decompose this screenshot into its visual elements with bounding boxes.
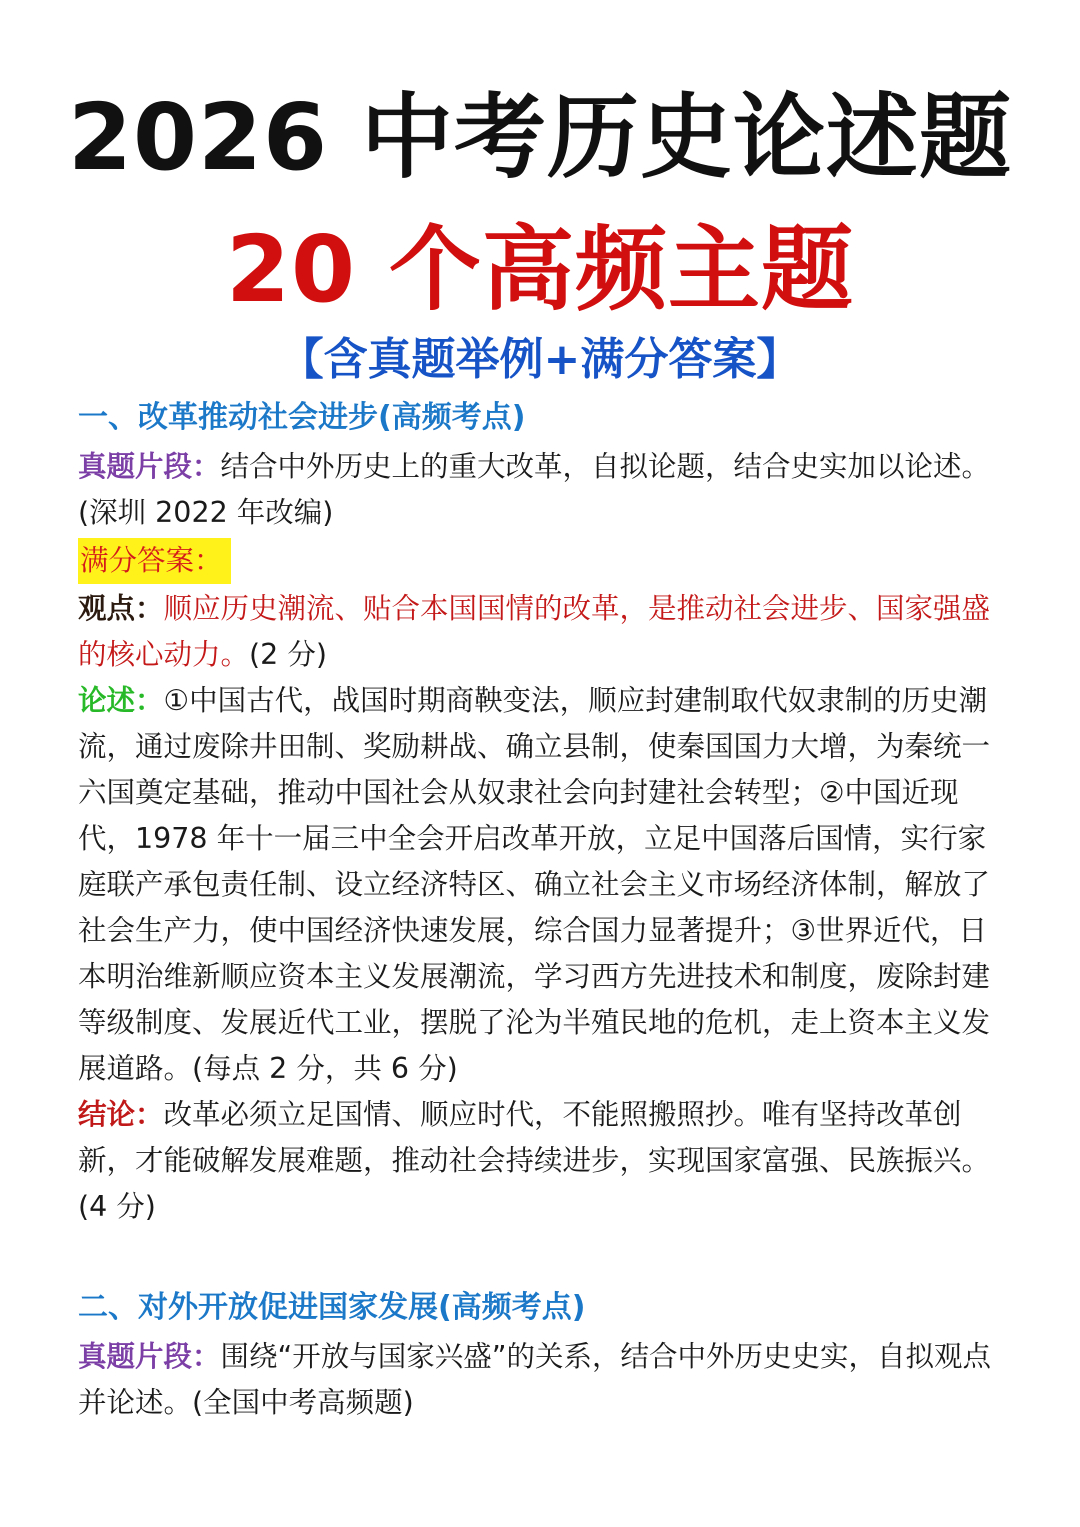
section-spacer <box>78 1230 1008 1282</box>
question-label: 真题片段： <box>78 1340 221 1373</box>
conclusion-paragraph <box>78 1092 1008 1230</box>
argument-label: 论述： <box>78 684 164 717</box>
question-label: 真题片段： <box>78 450 221 483</box>
question-text: 围绕“开放与国家兴盛”的关系，结合中外历史史实，自拟观点并论述。(全国中考高频题) <box>78 1340 992 1419</box>
question-paragraph <box>78 1334 1008 1426</box>
conclusion-label: 结论： <box>78 1098 164 1131</box>
answer-label-line <box>78 536 1008 586</box>
viewpoint-score: (2 分) <box>249 638 327 671</box>
viewpoint-label: 观点： <box>78 592 164 625</box>
article-content <box>78 392 1008 1426</box>
viewpoint-text: 顺应历史潮流、贴合本国国情的改革，是推动社会进步、国家强盛的核心动力。 <box>78 592 991 671</box>
conclusion-text: 改革必须立足国情、顺应时代，不能照搬照抄。唯有坚持改革创新，才能破解发展难题，推动社会持续进步，实现国家富强、民族振兴。(4 分) <box>78 1098 991 1223</box>
answer-label: 满分答案： <box>78 538 231 584</box>
argument-paragraph <box>78 678 1008 1092</box>
section-opening-up <box>78 1282 1008 1426</box>
section-reform <box>78 392 1008 1230</box>
section-heading: 二、对外开放促进国家发展(高频考点) <box>78 1290 586 1325</box>
question-text: 结合中外历史上的重大改革，自拟论题，结合史实加以论述。(深圳 2022 年改编) <box>78 450 991 529</box>
page-tagline: 【含真题举例+满分答案】 <box>279 334 801 385</box>
page-subtitle: 20 个高频主题 <box>225 216 855 323</box>
question-paragraph <box>78 444 1008 536</box>
page-title: 2026 中考历史论述题 <box>67 84 1013 191</box>
section-heading: 一、改革推动社会进步(高频考点) <box>78 400 526 435</box>
viewpoint-paragraph <box>78 586 1008 678</box>
argument-text: ①中国古代，战国时期商鞅变法，顺应封建制取代奴隶制的历史潮流，通过废除井田制、奖励耕战、确立县制，使秦国国力大增，为秦统一六国奠定基础，推动中国社会从奴隶社会向封建社会转型；②中国近现代，1978 年十一届三中全会开启改革开放，立足中国落后国情，实行家庭联产承包责任制、设立经济特区、确立社会主义市场经济体制，解放了社会生产力，使中国经济快速发展，综合国力显著提升；③世界近代，日本明治维新顺应资本主义发展潮流，学习西方先进技术和制度，废除封建等级制度、发展近代工业，摆脱了沦为半殖民地的危机，走上资本主义发展道路。(每点 2 分，共 6 分) <box>78 684 991 1085</box>
